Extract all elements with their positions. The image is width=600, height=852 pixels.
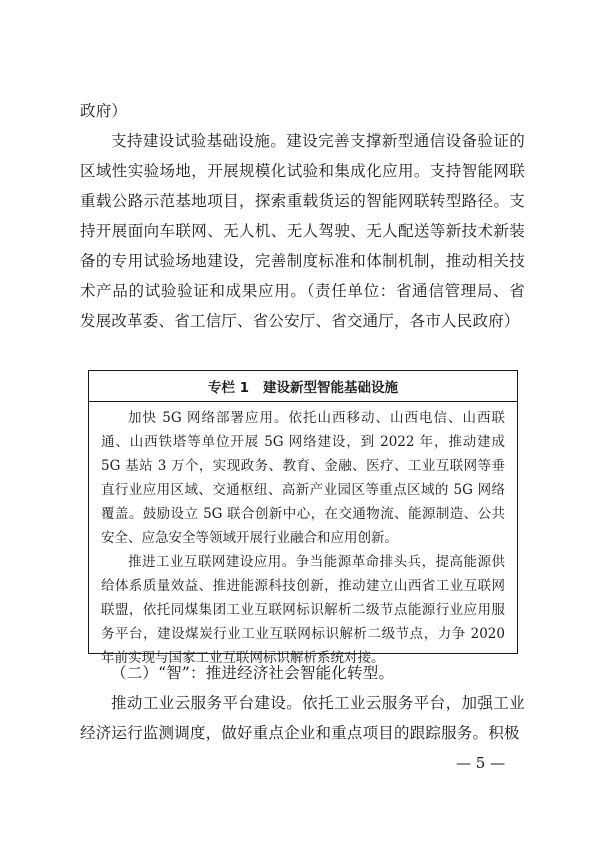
column-box	[88, 370, 518, 666]
paragraph-test-infrastructure: 支持建设试验基础设施。建设完善支撑新型通信设备验证的区域性实验场地，开展规模化试验和集成化应用。支持智能网联重载公路示范基地项目，探索重载货运的智能网联转型路径。支持开展面向车联网、无人机、无人驾驶、无人配送等新技术新装备的专用试验场地建设，完善制度标准和体制机制，推动相关技术产品的试验验证和成果应用。（责任单位：省通信管理局、省发展改革委、省工信厅、省公安厅、省交通厅，各市人民政府）	[80, 132, 525, 330]
bottom-section	[80, 658, 525, 748]
column-box-label: 专栏 1	[207, 380, 250, 396]
page-number: — 5 —	[456, 754, 506, 772]
top-section	[80, 96, 525, 336]
column-paragraph-5g: 加快 5G 网络部署应用。依托山西移动、山西电信、山西联通、山西铁塔等单位开展 5G 网络建设，到 2022 年，推动建成 5G 基站 3 万个，实现政务、教育、金融、医疗、工业互联网等垂直行业应用区域、交通枢纽、高新产业园区等重点区域的 5G 网络覆盖。鼓励设立 5G 联合创新中心，在交通物流、能源制造、公共安全、应急安全等领域开展行业融合和应用创新。	[101, 410, 505, 546]
column-paragraph-industrial-internet: 推进工业互联网建设应用。争当能源革命排头兵，提高能源供给体系质量效益、推进能源科技创新，推动建立山西省工业互联网联盟，依托同煤集团工业互联网标识解析二级节点能源行业应用服务平台，建设煤炭行业工业互联网标识解析二级节点，力争 2020 年前实现与国家工业互联网标识解析系统对接。	[101, 554, 505, 666]
column-box-body	[89, 402, 517, 670]
column-box-title: 建设新型智能基础设施	[263, 380, 399, 396]
paragraph-industrial-cloud: 推动工业云服务平台建设。依托工业云服务平台，加强工业经济运行监测调度，做好重点企业和重点项目的跟踪服务。积极	[80, 694, 525, 742]
section-subheading: （二）“智”：推进经济社会智能化转型。	[111, 664, 395, 682]
column-box-header	[89, 371, 517, 402]
continued-line: 政府）	[80, 102, 128, 120]
